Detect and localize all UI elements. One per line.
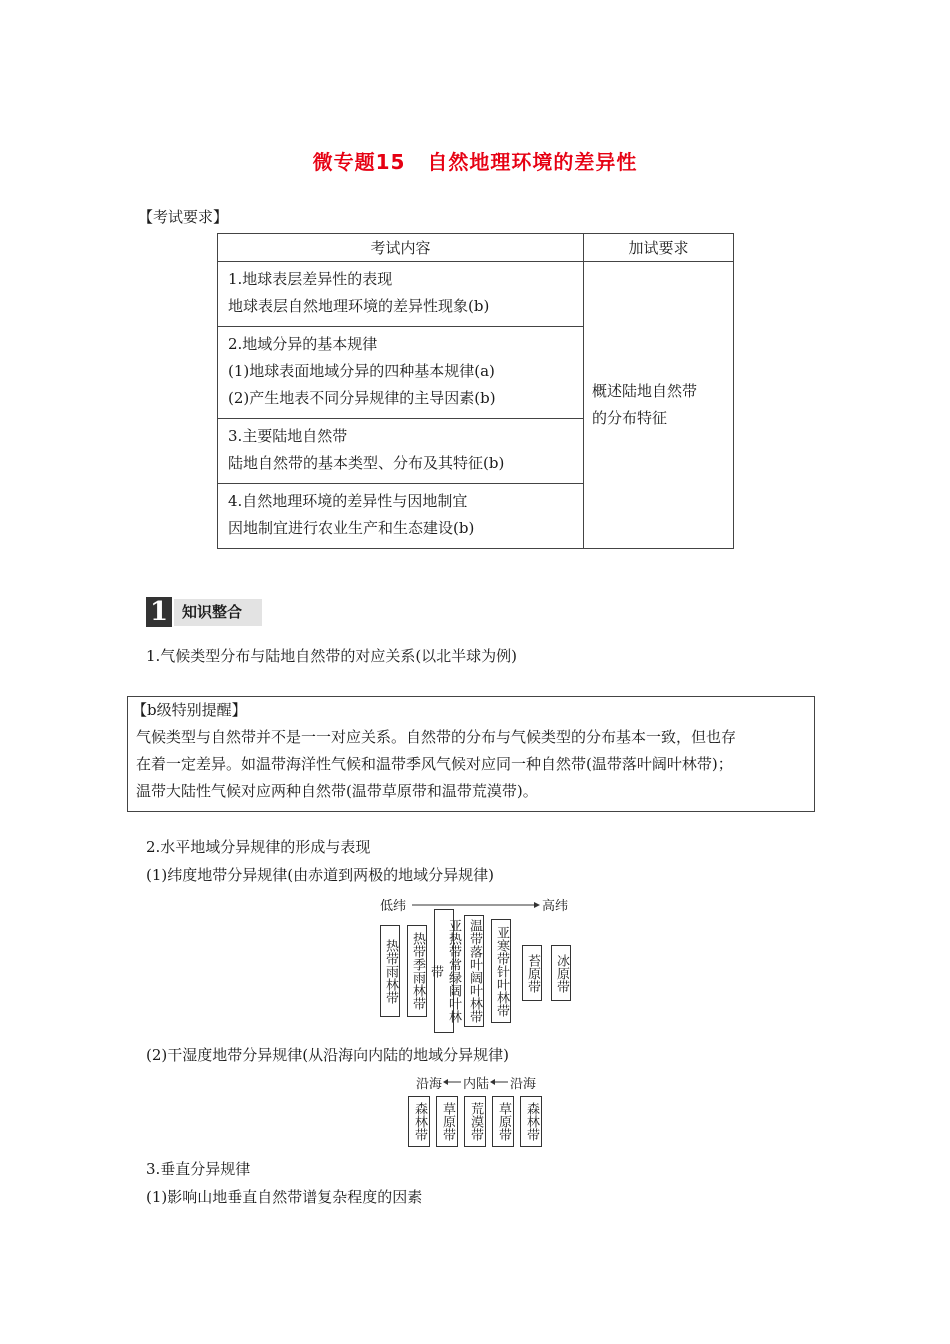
table-row [218,262,584,327]
high-latitude-label: 高纬 [542,899,569,914]
paragraph-2-2: (2)干湿度地带分异规律(从沿海向内陆的地域分异规律) [146,1046,509,1064]
reminder-title: 【b级特别提醒】 [132,701,247,719]
zone-box: 草原带 [492,1096,514,1147]
latitude-zonation-diagram [370,893,580,1038]
arrow-right-icon [410,901,540,909]
zone-box: 森林带 [408,1096,430,1147]
paragraph-2: 2.水平地域分异规律的形成与表现 [146,838,371,856]
coast-right-label: 沿海 [510,1077,537,1092]
row-detail: (2)产生地表不同分异规律的主导因素(b) [228,389,496,407]
row-title: 2.地域分异的基本规律 [228,335,378,353]
row-title: 3.主要陆地自然带 [228,427,348,445]
zone-box: 苔原带 [522,945,542,1001]
row-detail: 陆地自然带的基本类型、分布及其特征(b) [228,454,505,472]
zone-box: 温带落叶阔叶林带 [464,915,484,1027]
zone-box: 热带雨林带 [380,925,400,1017]
arrow-left-icon [443,1078,461,1086]
low-latitude-label: 低纬 [380,899,407,914]
zone-box: 荒漠带 [464,1096,486,1147]
reminder-box [127,696,815,812]
coast-left-label: 沿海 [416,1077,443,1092]
title-text: 自然地理环境的差异性 [427,150,638,174]
page-title [0,146,950,175]
section-title: 知识整合 [174,599,262,626]
row-detail: (1)地球表面地域分异的四种基本规律(a) [228,362,495,380]
row-title: 4.自然地理环境的差异性与因地制宜 [228,492,468,510]
reminder-line: 气候类型与自然带并不是一一对应关系。自然带的分布与气候类型的分布基本一致，但也存 [136,728,737,746]
moisture-zonation-diagram [405,1072,555,1150]
paragraph-1: 1.气候类型分布与陆地自然带的对应关系(以北半球为例) [146,647,518,665]
table-row [218,327,584,419]
exam-requirements-label: 【考试要求】 [138,208,229,226]
zone-box: 热带季雨林带 [407,925,427,1017]
zone-box: 冰原带 [551,945,571,1001]
reminder-line: 在着一定差异。如温带海洋性气候和温带季风气候对应同一种自然带(温带落叶阔叶林带)； [136,755,733,773]
arrow-left-icon [490,1078,508,1086]
table-row [218,419,584,484]
title-number: 微专题15 [312,150,406,174]
extra-requirement [584,262,734,549]
extra-line: 的分布特征 [592,409,668,427]
paragraph-2-1: (1)纬度地带分异规律(由赤道到两极的地域分异规律) [146,866,494,884]
zone-box: 亚寒带针叶林带 [491,919,511,1023]
row-detail: 地球表层自然地理环境的差异性现象(b) [228,297,490,315]
row-title: 1.地球表层差异性的表现 [228,270,393,288]
paragraph-3: 3.垂直分异规律 [146,1160,251,1178]
paragraph-3-1: (1)影响山地垂直自然带谱复杂程度的因素 [146,1188,423,1206]
table-row [218,484,584,549]
row-detail: 因地制宜进行农业生产和生态建设(b) [228,519,475,537]
zone-box: 森林带 [520,1096,542,1147]
inland-label: 内陆 [463,1077,490,1092]
header-content: 考试内容 [218,234,584,262]
reminder-line: 温带大陆性气候对应两种自然带(温带草原带和温带荒漠带)。 [136,782,538,800]
zone-box: 亚热带常绿阔叶林带 [434,909,454,1033]
exam-requirements-table [217,233,734,549]
section-number-badge: 1 [146,597,172,627]
header-extra: 加试要求 [584,234,734,262]
zone-box: 草原带 [436,1096,458,1147]
extra-line: 概述陆地自然带 [592,382,698,400]
